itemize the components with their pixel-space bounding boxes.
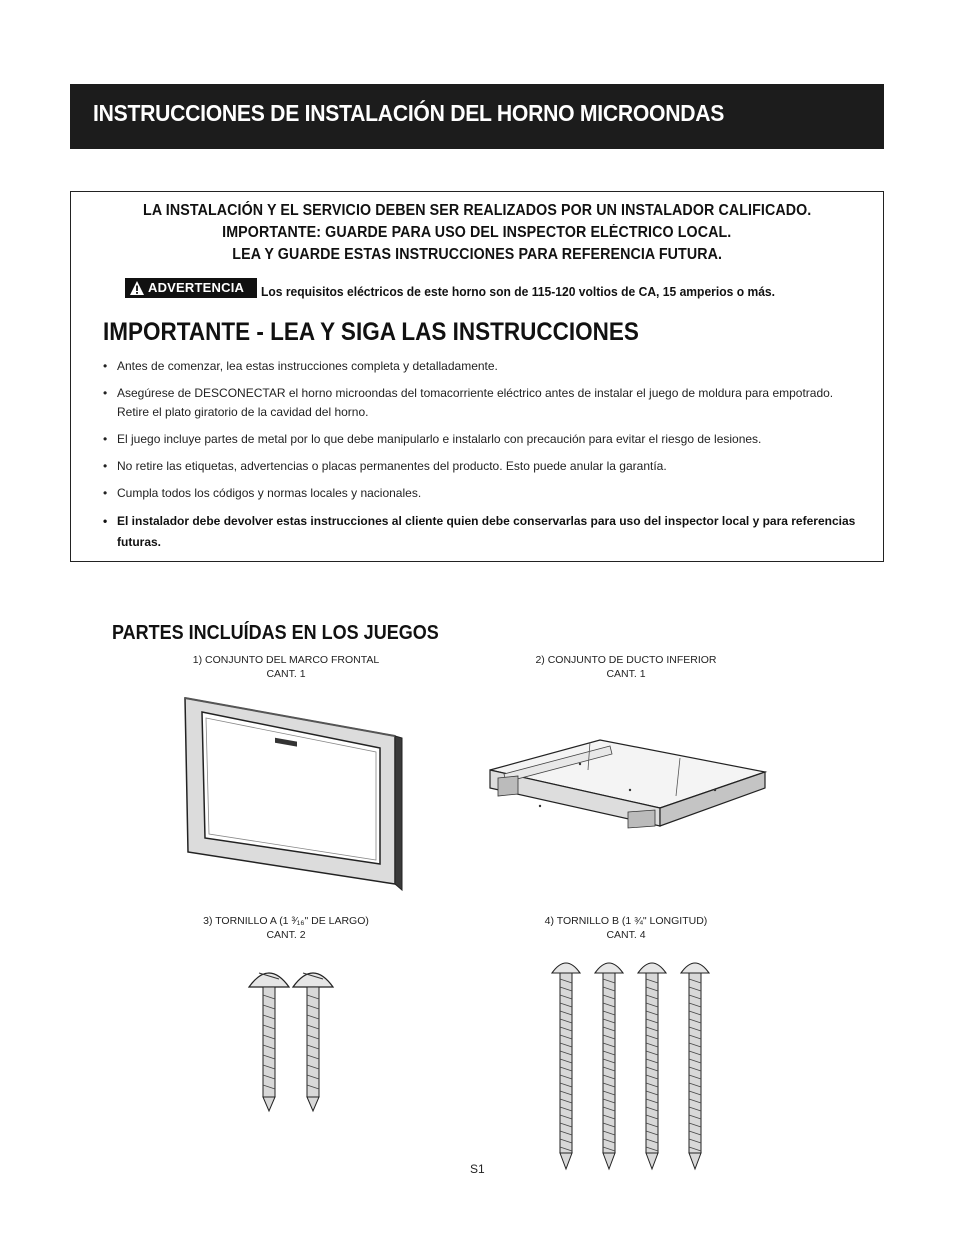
part-2-qty: CANT. 1 [606,668,646,680]
list-item: • Antes de comenzar, lea estas instrucciones completa y detalladamente. [101,357,866,376]
part-4-label [526,914,726,942]
page-title: INSTRUCCIONES DE INSTALACIÓN DEL HORNO MICROONDAS [93,100,725,126]
list-item: • El instalador debe devolver estas instrucciones al cliente quien debe conservarlas para uso del inspector local y para referencias futuras. [101,511,866,553]
screw-b-3 [638,963,666,1169]
part-4-qty: CANT. 4 [606,929,646,941]
warning-icon [129,280,145,296]
list-item: • El juego incluye partes de metal por lo que debe manipularlo e instalarlo con precaución para evitar el riesgo de lesiones. [101,430,866,449]
page-number: S1 [470,1162,485,1176]
bottom-duct-illustration [480,730,770,850]
part-2-name: 2) CONJUNTO DE DUCTO INFERIOR [535,654,717,666]
screw-b-4 [681,963,709,1169]
notice-line-3 [70,246,884,264]
part-3-name: 3) TORNILLO A (1 ³⁄₁₆" DE LARGO) [203,915,369,927]
screw-a-illustration [245,965,345,1115]
important-heading: IMPORTANTE - LEA Y SIGA LAS INSTRUCCIONES [103,318,639,346]
part-3-label [186,914,386,942]
notice-line-2 [70,224,884,242]
part-1-qty: CANT. 1 [266,668,306,680]
part-2-label [526,653,726,681]
notice-line-3-text: LEA Y GUARDE ESTAS INSTRUCCIONES PARA REFERENCIA FUTURA. [232,246,722,263]
warning-label: ADVERTENCIA [148,280,245,295]
list-item: • Cumpla todos los códigos y normas locales y nacionales. [101,484,866,503]
screw-b-2 [595,963,623,1169]
screw-b-illustration [548,957,718,1172]
part-1-name: 1) CONJUNTO DEL MARCO FRONTAL [192,654,380,666]
warning-badge [125,278,257,298]
notice-line-2-text: IMPORTANTE: GUARDE PARA USO DEL INSPECTOR ELÉCTRICO LOCAL. [222,224,732,241]
list-item: • Asegúrese de DESCONECTAR el horno microondas del tomacorriente eléctrico antes de instalar el juego de moldura para empotrado. Retire el plato giratorio de la cavidad del horno. [101,384,866,422]
instruction-list [101,357,866,553]
part-1-label [186,653,386,681]
parts-heading: PARTES INCLUÍDAS EN LOS JUEGOS [112,622,439,644]
screw-a-2 [293,973,333,1111]
screw-a-1 [249,973,289,1111]
part-3-qty: CANT. 2 [266,929,306,941]
warning-text: Los requisitos eléctricos de este horno son de 115-120 voltios de CA, 15 amperios o más. [261,284,776,299]
front-frame-illustration [180,692,410,892]
notice-line-1 [70,202,884,220]
notice-line-1-text: LA INSTALACIÓN Y EL SERVICIO DEBEN SER REALIZADOS POR UN INSTALADOR CALIFICADO. [142,202,812,219]
part-4-name: 4) TORNILLO B (1 ¾" LONGITUD) [544,915,708,927]
list-item: • No retire las etiquetas, advertencias o placas permanentes del producto. Esto puede anular la garantía. [101,457,866,476]
screw-b-1 [552,963,580,1169]
